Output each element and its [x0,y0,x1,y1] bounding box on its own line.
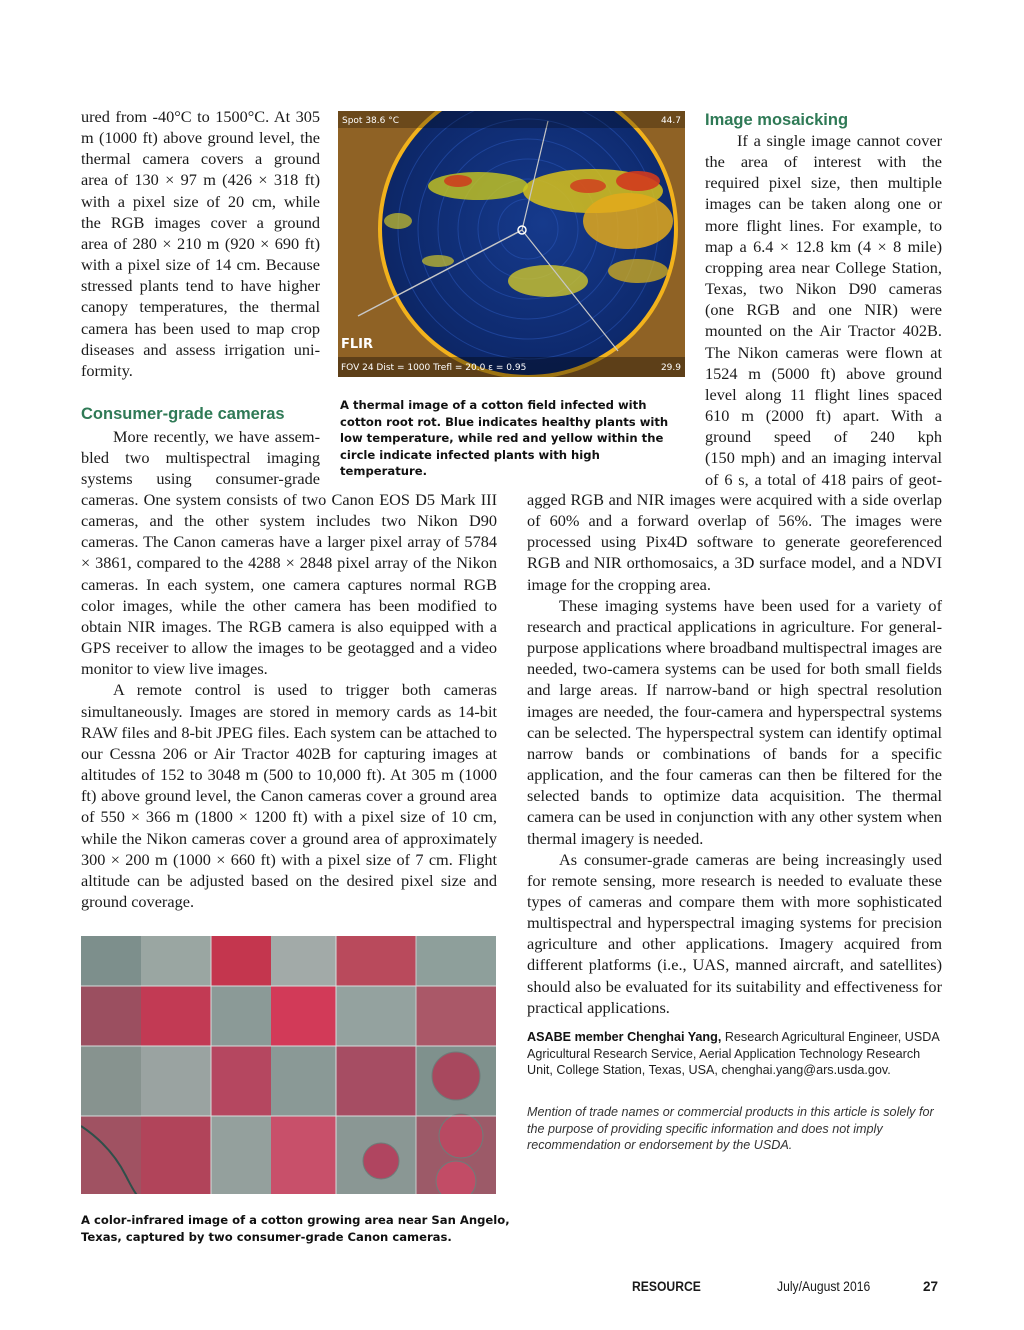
intro-line: area of 130 × 97 m (426 × 318 ft) [81,170,320,190]
intro-line: camera has been used to map crop [81,318,320,338]
applications-paragraph: These imaging systems have been used for a variety of research and practical applications in agriculture. For general-purpose applications where broadband multispectral images are needed, two-camera systems can be used for both small fields and large areas. If narrow-band or high spectral resolution images are needed, the four-camera and hyperspectral systems can be selected. The hyperspectral system can identify optimal narrow bands or combinations of bands for a specific application, and the four cameras can then be filtered for the selected bands to optimize data acquisition. The thermal camera can be used in conjunction with any other system when thermal imagery is needed. [527,595,942,848]
mosaicking-line: map a 6.4 × 12.8 km (4 × 8 mile) [705,236,942,256]
mosaicking-line: 1524 m (5000 ft) above ground [705,363,942,383]
author-details: Research Agricultural Engineer, USDA Agricultural Research Service, Aerial Application Technology Research Unit, College Station, Texas, USA, chenghai.yang@ars.usda.gov. [527,1030,940,1077]
color-infrared-caption [81,1212,511,1245]
consumer-paragraph-2: A remote control is used to trigger both cameras simultaneously. Images are stored in memory cards as 14-bit RAW files and 8-bit JPEG files. Each system can be attached to our Cessna 206 or Air Tractor 402B for capturing images at altitudes of 152 to 3048 m (500 to 10,000 ft). At 305 m (1000 ft) above ground level, the Canon cameras cover a ground area of 550 × 366 m (1800 × 1200 ft) with a pixel size of 10 cm, while the Nikon cameras cover a ground area of approximately 300 × 200 m (1000 × 660 ft) with a pixel size of 7 cm. Flight altitude can be adjusted based on the desired pixel size and ground coverage. [81,680,497,911]
thermal-spot-label: Spot 38.6 °C [342,116,400,126]
mosaicking-paragraph-narrow [705,130,942,490]
intro-line: ured from -40°C to 1500°C. At 305 [81,107,320,126]
mosaicking-line: of 6 s, a total of 418 pairs of geot- [705,469,942,489]
intro-line: the RGB images cover a ground [81,212,320,232]
intro-line: area of 280 × 210 m (920 × 690 ft) [81,233,320,253]
mosaicking-line: required pixel size, then multiple [705,173,942,193]
mosaicking-line: cropping area near College Station, [705,257,942,277]
thermal-info-bar: FOV 24 Dist = 1000 Trefl = 20.0 ε = 0.95 [341,363,527,373]
thermal-image [338,111,685,377]
mosaicking-line: ground speed of 240 kph [705,427,942,447]
usda-disclaimer: Mention of trade names or commercial products in this article is solely for the purpose of providing specific information and does not imply recommendation or endorsement by the USDA. [527,1105,934,1152]
mosaicking-line: (one RGB and one NIR) were [705,300,942,320]
mosaicking-line: The Nikon cameras were flown at [705,342,942,362]
consumer-grade-evaluation-paragraph: As consumer-grade cameras are being increasingly used for remote sensing, more research is needed to evaluate these types of cameras and compare them with more sophisticated multispectral and hyperspectral imaging systems for precision agriculture and other applications. Imagery acquired from different platforms (i.e., UAS, manned aircraft, and satellites) should also be evaluated for its suitability and effectiveness for practical applications. [527,849,942,1017]
cir-caption-line: Texas, captured by two consumer-grade Canon cameras. [81,1229,452,1244]
consumer-line: bled two multispectral imaging [81,448,320,468]
thermal-min-label: 29.9 [660,363,681,373]
intro-line: thermal camera covers a ground [81,149,320,169]
color-infrared-image [81,936,496,1194]
mosaicking-paragraph-continued: agged RGB and NIR images were acquired with a side overlap of 60% and a forward overlap of 56%. The images were processed using Pix4D software to generate georeferenced RGB and NIR orthomosaics, a 3D surface model, and a NDVI image for the cropping area. [527,490,942,594]
right-column [527,489,942,1018]
intro-line: stressed plants tend to have higher [81,276,320,296]
thermal-max-label: 44.7 [660,116,681,126]
intro-line: diseases and assess irrigation uni- [81,339,320,359]
footer-issue: July/August 2016 [777,1279,871,1294]
mosaicking-line: If a single image cannot cover [737,131,942,150]
mosaicking-line: images can be taken along one or [705,194,942,214]
consumer-grade-heading: Consumer-grade cameras [81,405,285,423]
mosaicking-line: mounted on the Air Tractor 402B. [705,321,942,341]
intro-line: with a pixel size of 14 cm. Because [81,255,320,275]
flir-logo: FLIR [341,337,374,352]
intro-line: with a pixel size of 20 cm, while [81,191,320,211]
mosaicking-line: more flight lines. For example, to [705,215,942,235]
intro-line: m (1000 ft) above ground level, the [81,128,320,148]
footer-page-number: 27 [923,1279,939,1294]
consumer-paragraph-1-continued: cameras. One system consists of two Canon EOS D5 Mark III cameras, and the other system includes two Nikon D90 cameras. The Canon cameras have a larger pixel array of 5784 × 3861, compared to the 4288 × 2848 pixel array of the Nikon cameras. In each system, one camera captures normal RGB color images, while the other camera has been modified to obtain NIR images. The RGB camera is also equipped with a GPS receiver to allow the images to be geotagged and a video monitor to view live images. [81,490,497,679]
mosaicking-line: level along 11 flight lines spaced [705,384,942,404]
consumer-paragraph-narrow [81,426,320,489]
consumer-line: systems using consumer-grade [81,469,320,489]
footer-magazine: RESOURCE [632,1279,701,1294]
intro-paragraph [81,106,320,381]
consumer-paragraphs [81,489,497,912]
image-mosaicking-heading: Image mosaicking [705,111,849,129]
consumer-line: More recently, we have assem- [113,427,320,446]
author-name: ASABE member Chenghai Yang, [527,1030,722,1044]
mosaicking-line: 610 m (2000 ft) apart. With a [705,406,942,426]
mosaicking-line: Texas, two Nikon D90 cameras [705,279,942,299]
mosaicking-line: (150 mph) and an imaging interval [705,448,942,468]
cir-caption-line: A color-infrared image of a cotton growing area near San Angelo, [81,1213,510,1227]
author-info [527,1029,942,1079]
thermal-caption: A thermal image of a cotton field infected with cotton root rot. Blue indicates healthy plants with low temperature, while red and yellow within the circle indicate infected plants with high temperature. [340,398,669,478]
mosaicking-line: the area of interest with the [705,152,942,172]
thermal-image-graphic [338,111,685,377]
color-infrared-image-graphic [81,936,496,1194]
intro-line: formity. [81,360,133,380]
intro-line: canopy temperatures, the thermal [81,297,320,317]
